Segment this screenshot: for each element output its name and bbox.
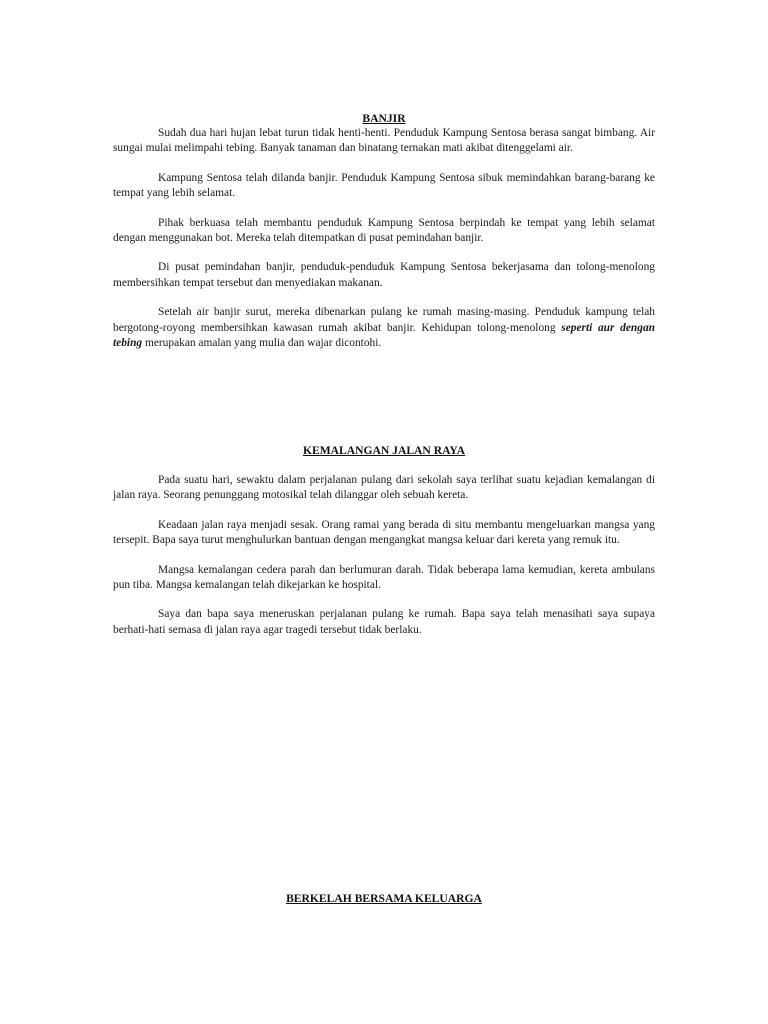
paragraph-text: Setelah air banjir surut, mereka dibenarkan pulang ke rumah masing-masing. Penduduk kampung telah bergotong-royong membersihkan kawasan rumah akibat banjir. Kehidupan tolong-menolong <box>113 306 655 334</box>
paragraph: Keadaan jalan raya menjadi sesak. Orang ramai yang berada di situ membantu mengeluarkan mangsa yang tersepit. Bapa saya turut menghulurkan bantuan dengan mengangkat mangsa keluar dari kereta yang remuk itu. <box>113 518 655 547</box>
paragraph <box>113 305 655 351</box>
section-body-kemalangan <box>113 473 655 638</box>
paragraph-text: merupakan amalan yang mulia dan wajar dicontohi. <box>142 337 382 350</box>
paragraph: Sudah dua hari hujan lebat turun tidak henti-henti. Penduduk Kampung Sentosa berasa sangat bimbang. Air sungai mulai melimpahi tebing. Banyak tanaman dan binatang ternakan mati akibat ditenggelami air. <box>113 127 655 155</box>
section-body-banjir <box>113 126 655 351</box>
emphasized-phrase: seperti aur dengan tebing <box>113 321 655 350</box>
section-title-banjir: BANJIR <box>362 112 406 125</box>
paragraph: Saya dan bapa saya meneruskan perjalanan pulang ke rumah. Bapa saya telah menasihati saya supaya berhati-hati semasa di jalan raya agar tragedi tersebut tidak berlaku. <box>113 608 655 636</box>
paragraph: Pihak berkuasa telah membantu penduduk Kampung Sentosa berpindah ke tempat yang lebih selamat dengan menggunakan bot. Mereka telah ditempatkan di pusat pemindahan banjir. <box>113 216 655 245</box>
section-title-berkelah: BERKELAH BERSAMA KELUARGA <box>286 892 482 905</box>
section-title-kemalangan: KEMALANGAN JALAN RAYA <box>302 444 466 457</box>
paragraph: Mangsa kemalangan cedera parah dan berlumuran darah. Tidak beberapa lama kemudian, kereta ambulans pun tiba. Mangsa kemalangan telah dikejarkan ke hospital. <box>113 563 655 592</box>
paragraph: Pada suatu hari, sewaktu dalam perjalanan pulang dari sekolah saya terlihat suatu kejadian kemalangan di jalan raya. Seorang penunggang motosikal telah dilanggar oleh sebuah kereta. <box>113 474 655 502</box>
paragraph: Di pusat pemindahan banjir, penduduk-penduduk Kampung Sentosa bekerjasama dan tolong-menolong membersihkan tempat tersebut dan menyediakan makanan. <box>113 261 655 289</box>
paragraph: Kampung Sentosa telah dilanda banjir. Penduduk Kampung Sentosa sibuk memindahkan barang-barang ke tempat yang lebih selamat. <box>113 171 655 200</box>
